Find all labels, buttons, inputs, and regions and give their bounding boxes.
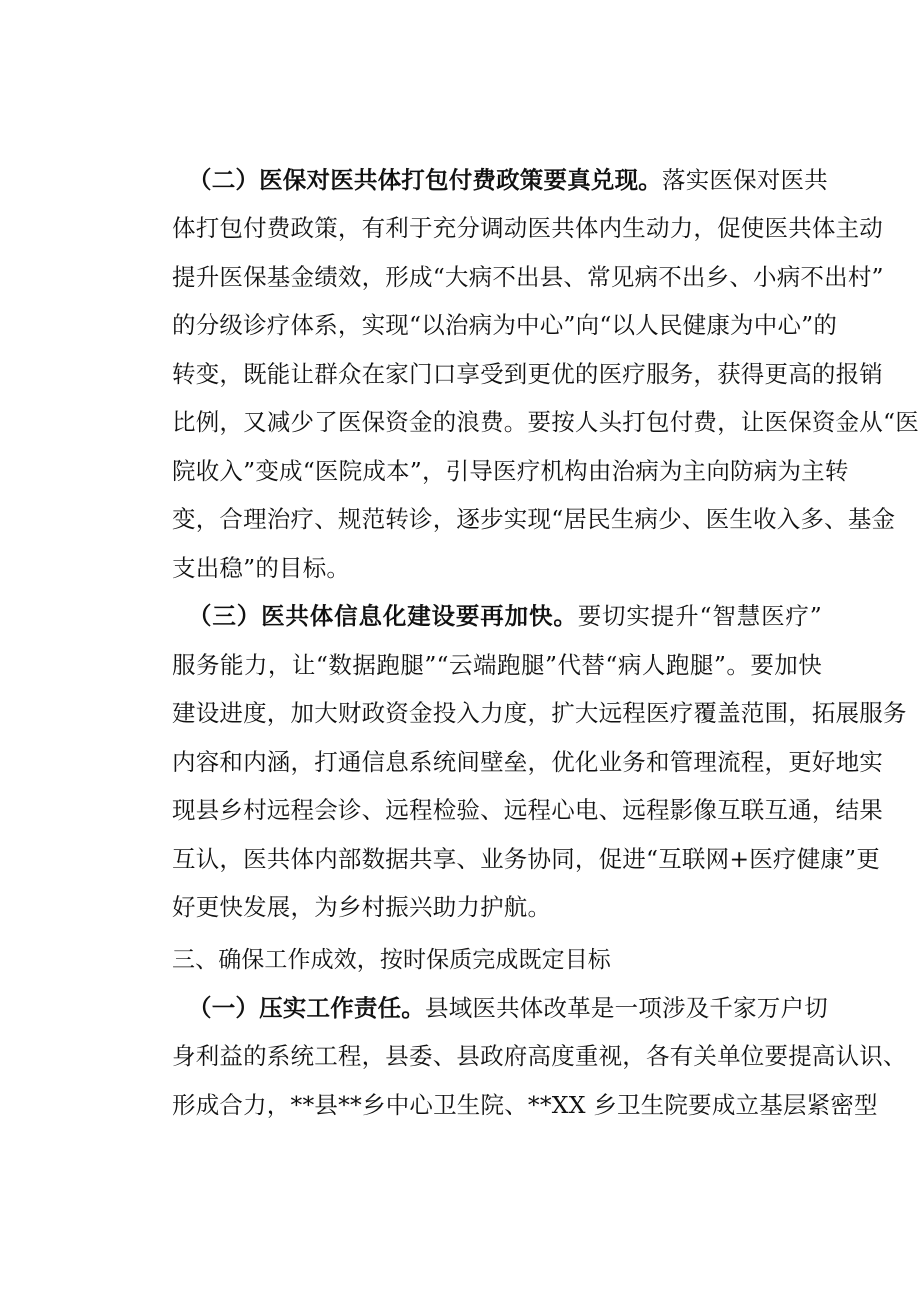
next-section-lead: 县域医共体改革是一项涉及千家万户切 xyxy=(425,994,828,1022)
section2-line: 提升医保基金绩效，形成“大病不出县、常见病不出乡、小病不出村” xyxy=(172,263,884,291)
section2-title: （二）医保对医共体打包付费政策要真兑现。 xyxy=(188,166,662,194)
section3-line: 建设进度，加大财政资金投入力度，扩大远程医疗覆盖范围，拓展服务 xyxy=(172,699,907,727)
section-heading: 三、确保工作成效，按时保质完成既定目标 xyxy=(172,947,611,973)
next-section-title: （一）压实工作责任。 xyxy=(188,994,425,1022)
section3-first-line xyxy=(172,596,822,636)
section3-line: 互认，医共体内部数据共享、业务协同，促进“互联网+医疗健康”更 xyxy=(172,845,880,873)
section2-line: 的分级诊疗体系，实现“以治病为中心”向“以人民健康为中心”的 xyxy=(172,311,838,339)
section3-last-line: 好更快发展，为乡村振兴助力护航。 xyxy=(172,893,552,921)
section2-line: 变，合理治疗、规范转诊，逐步实现“居民生病少、医生收入多、基金 xyxy=(172,505,896,533)
section2-line: 比例，又减少了医保资金的浪费。要按人头打包付费，让医保资金从“医 xyxy=(172,408,919,436)
section3-title: （三）医共体信息化建设要再加快。 xyxy=(188,602,578,630)
section2-line: 体打包付费政策，有利于充分调动医共体内生动力，促使医共体主动 xyxy=(172,214,883,242)
section3-line: 现县乡村远程会诊、远程检验、远程心电、远程影像互联互通，结果 xyxy=(172,796,883,824)
next-section-first-line xyxy=(172,988,828,1028)
section2-lead: 落实医保对医共 xyxy=(662,166,828,194)
section2-first-line xyxy=(172,160,828,200)
section3-lead: 要切实提升“智慧医疗” xyxy=(577,602,822,630)
next-section-line: 身利益的系统工程，县委、县政府高度重视，各有关单位要提高认识、 xyxy=(172,1042,907,1070)
next-section-line: 形成合力，**县**乡中心卫生院、**XX 乡卫生院要成立基层紧密型 xyxy=(172,1091,878,1119)
section2-line: 转变，既能让群众在家门口享受到更优的医疗服务，获得更高的报销 xyxy=(172,360,883,388)
section3-line: 内容和内涵，打通信息系统间壁垒，优化业务和管理流程，更好地实 xyxy=(172,748,883,776)
section3-line: 服务能力，让“数据跑腿”“云端跑腿”代替“病人跑腿”。要加快 xyxy=(172,651,822,679)
section2-last-line: 支出稳”的目标。 xyxy=(172,554,351,582)
section2-line: 院收入”变成“医院成本”，引导医疗机构由治病为主向防病为主转 xyxy=(172,457,849,485)
